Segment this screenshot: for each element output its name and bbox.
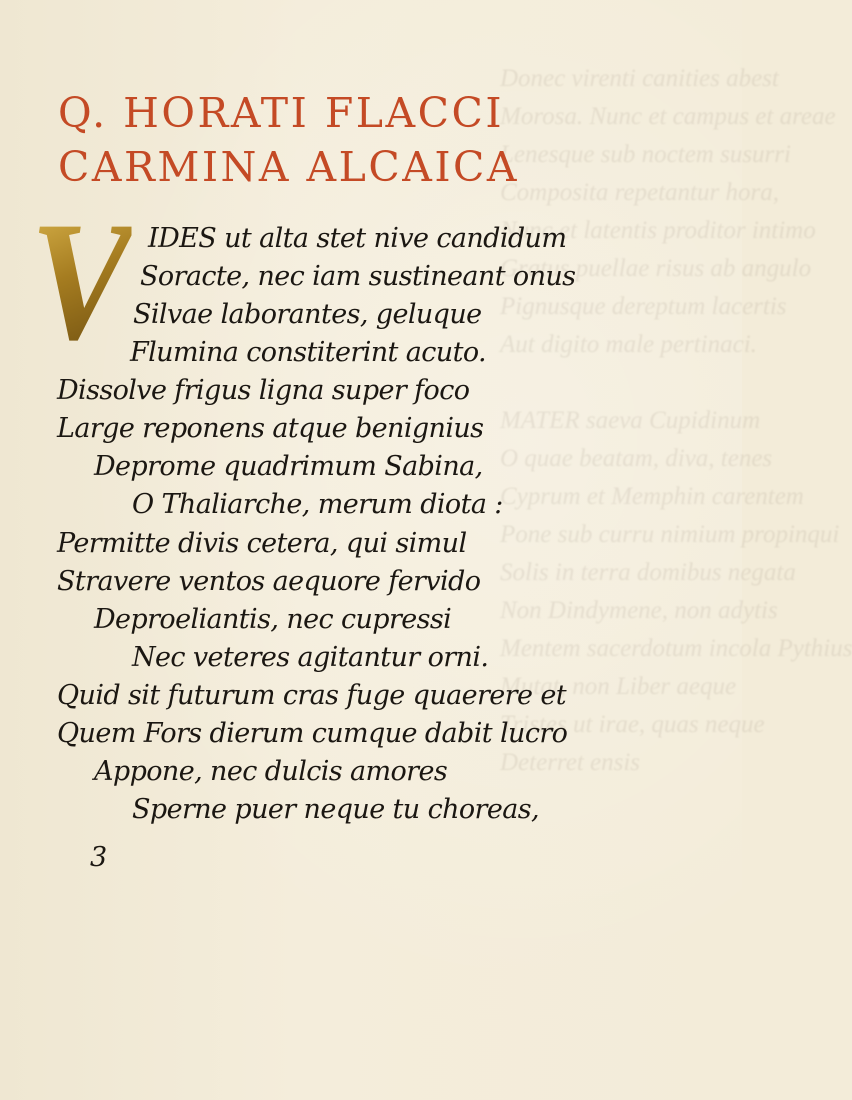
poem-line: Flumina constiterint acuto. [130, 337, 486, 368]
poem-line: Quem Fors dierum cumque dabit lucro [57, 718, 568, 749]
poem-line: IDES ut alta stet nive candidum [148, 223, 567, 254]
poem-line: Permitte divis cetera, qui simul [57, 528, 467, 559]
poem-line: Large reponens atque benignius [57, 413, 484, 444]
gilded-drop-cap: V [30, 187, 133, 375]
poem-line: Deproeliantis, nec cupressi [94, 604, 452, 635]
poem-line: Deprome quadrimum Sabina, [94, 451, 483, 482]
title-line-1: Q. HORATI FLACCI [58, 89, 505, 137]
poem-line: Dissolve frigus ligna super foco [57, 375, 470, 406]
poem-line: Quid sit futurum cras fuge quaerere et [57, 680, 566, 711]
title-line-2: CARMINA ALCAICA [58, 143, 520, 191]
poem-line: O Thaliarche, merum diota : [132, 489, 503, 520]
poem-line: Soracte, nec iam sustineant onus [140, 261, 576, 292]
show-through-text: Donec virenti canities abest Morosa. Nunc et campus et areae Lenesque sub noctem susurri Composita repetantur hora, Nunc et latentis proditor intimo Gratus puellae risus ab angulo Pignusque dereptum lacertis Aut digito male pertinaci. MATER saeva Cupidinum O quae beatam, diva, tenes Cyprum et Memphin carentem Pone sub curru nimium propinqui Solis in terra domibus negata Non Dindymene, non adytis Mentem sacerdotum incola Pythius Mutat, non Liber aeque Tristes ut irae, quas neque Deterret ensis [500, 65, 852, 776]
poem-line: Stravere ventos aequore fervido [57, 566, 481, 597]
poem-line: Silvae laborantes, geluque [133, 299, 482, 330]
poem-line: Sperne puer neque tu choreas, [132, 794, 539, 825]
poem-title [58, 86, 519, 194]
poem-line: Nec veteres agitantur orni. [132, 642, 489, 673]
page-number: 3 [90, 842, 108, 873]
poem-line: Appone, nec dulcis amores [94, 756, 448, 787]
